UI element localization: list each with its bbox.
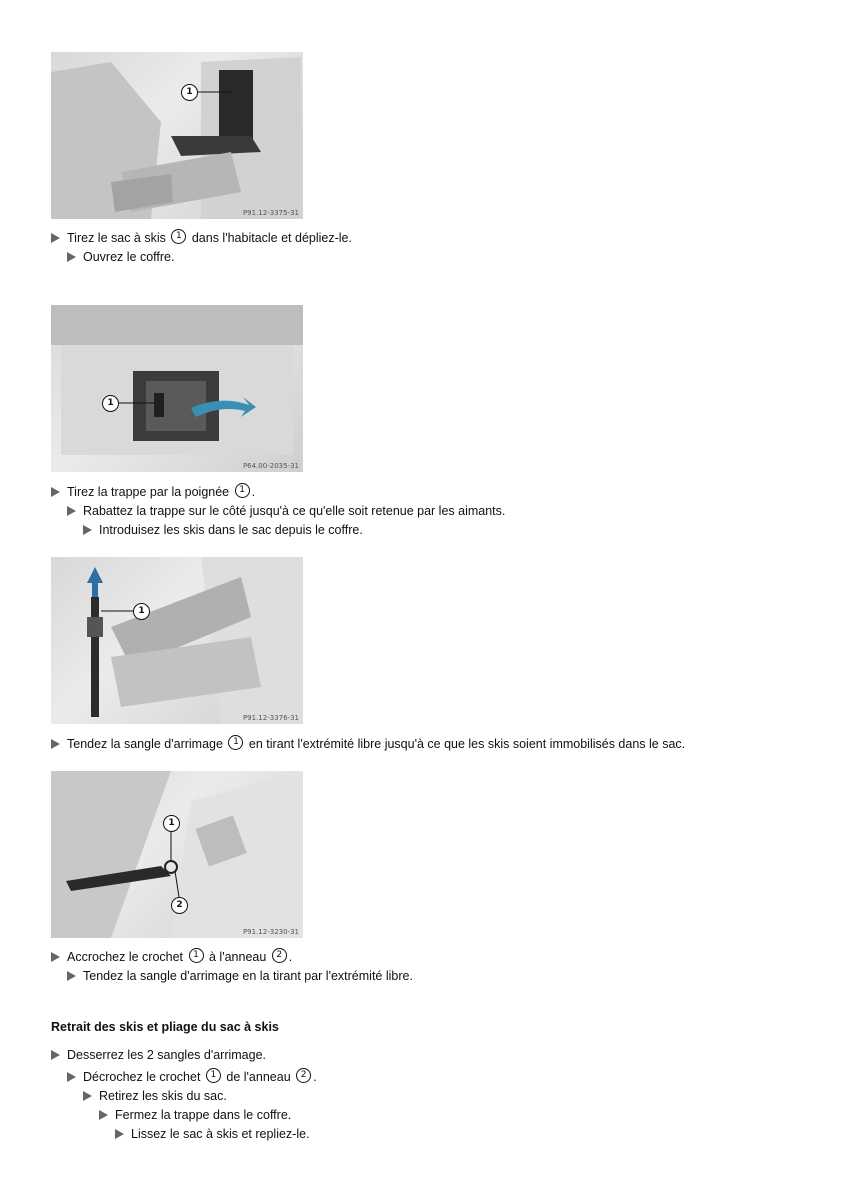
callout-2: 2	[171, 897, 188, 914]
figure-tie-down-strap	[51, 557, 303, 724]
callout-1: 1	[163, 815, 180, 832]
leader-line	[51, 557, 303, 724]
bullet-arrow-icon	[51, 1050, 60, 1060]
bullet-arrow-icon	[67, 252, 76, 262]
step: Retirez les skis du sac.	[83, 1087, 227, 1105]
step: Ouvrez le coffre.	[67, 248, 174, 266]
bullet-arrow-icon	[83, 1091, 92, 1101]
step: Introduisez les skis dans le sac depuis le coffre.	[83, 521, 363, 539]
step: Décrochez le crochet 1 de l'anneau 2 .	[67, 1068, 317, 1086]
step: Lissez le sac à skis et repliez-le.	[115, 1125, 310, 1143]
leader-lines	[51, 771, 303, 938]
circled-number: 1	[235, 483, 250, 498]
bullet-arrow-icon	[99, 1110, 108, 1120]
figure-code: P91.12-3375-31	[242, 209, 299, 217]
bullet-arrow-icon	[67, 1072, 76, 1082]
leader-line	[51, 52, 303, 219]
step: Tendez la sangle d'arrimage en la tirant par l'extrémité libre.	[67, 967, 413, 985]
figure-code: P91.12-3230-31	[242, 928, 299, 936]
step: Rabattez la trappe sur le côté jusqu'à ce qu'elle soit retenue par les aimants.	[67, 502, 505, 520]
callout-1: 1	[102, 395, 119, 412]
leader-line	[51, 305, 303, 472]
step: Fermez la trappe dans le coffre.	[99, 1106, 291, 1124]
bullet-arrow-icon	[51, 739, 60, 749]
bullet-arrow-icon	[51, 952, 60, 962]
figure-ski-bag-cabin	[51, 52, 303, 219]
circled-number: 1	[171, 229, 186, 244]
step: Tirez le sac à skis 1 dans l'habitacle et dépliez-le.	[51, 229, 352, 247]
bullet-arrow-icon	[51, 233, 60, 243]
figure-code: P64.00-2035-31	[242, 462, 299, 470]
bullet-arrow-icon	[51, 487, 60, 497]
figure-hook-ring	[51, 771, 303, 938]
figure-trunk-hatch	[51, 305, 303, 472]
callout-1: 1	[133, 603, 150, 620]
circled-number: 2	[296, 1068, 311, 1083]
circled-number: 2	[272, 948, 287, 963]
circled-number: 1	[189, 948, 204, 963]
figure-code: P91.12-3376-31	[242, 714, 299, 722]
bullet-arrow-icon	[115, 1129, 124, 1139]
bullet-arrow-icon	[67, 971, 76, 981]
circled-number: 1	[228, 735, 243, 750]
step: Tendez la sangle d'arrimage 1 en tirant l'extrémité libre jusqu'à ce que les skis soient immobilisés dans le sac.	[51, 735, 685, 753]
bullet-arrow-icon	[67, 506, 76, 516]
bullet-arrow-icon	[83, 525, 92, 535]
step: Accrochez le crochet 1 à l'anneau 2 .	[51, 948, 292, 966]
section-heading: Retrait des skis et pliage du sac à skis	[51, 1020, 279, 1034]
callout-1: 1	[181, 84, 198, 101]
step: Tirez la trappe par la poignée 1 .	[51, 483, 255, 501]
circled-number: 1	[206, 1068, 221, 1083]
step: Desserrez les 2 sangles d'arrimage.	[51, 1046, 266, 1064]
